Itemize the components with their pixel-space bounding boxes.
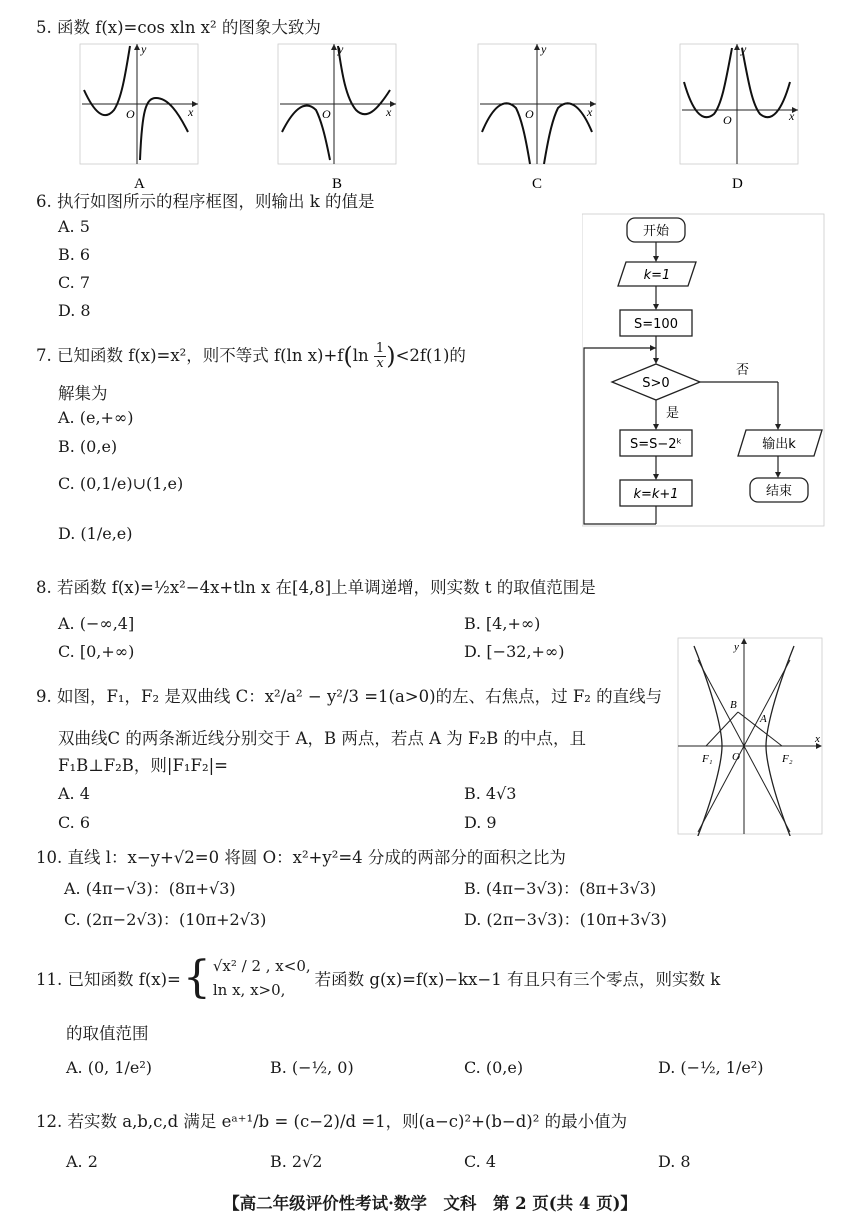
- q7-option-a: A. (e,+∞): [58, 408, 134, 427]
- flow-output: 输出k: [762, 437, 796, 452]
- flow-start: 开始: [642, 224, 670, 239]
- graph-b-label: B: [332, 176, 343, 190]
- graph-a-label: A: [134, 176, 145, 190]
- flow-condition: S>0: [642, 376, 670, 391]
- flow-init-k: k=1: [643, 268, 671, 283]
- q9-stem-2: 双曲线C 的两条渐近线分别交于 A，B 两点，若点 A 为 F₂B 的中点，且: [58, 729, 586, 748]
- q10-option-c: C. (2π−2√3)：(10π+2√3): [64, 910, 267, 929]
- q6-option-c: C. 7: [58, 273, 91, 292]
- q11-stem-cont: 的取值范围: [66, 1024, 149, 1043]
- q8-option-a: A. (−∞,4]: [58, 614, 135, 633]
- q8-option-c: C. [0,+∞): [58, 642, 135, 661]
- q8-option-d: D. [−32,+∞): [464, 642, 565, 661]
- svg-text:O: O: [732, 751, 740, 763]
- q6-flowchart: [582, 212, 826, 530]
- graph-c-label: C: [532, 176, 543, 190]
- q6-option-a: A. 5: [58, 217, 90, 236]
- page-footer: 【高二年级评价性考试·数学 文科 第 2 页(共 4 页)】: [223, 1194, 637, 1213]
- q9-stem-1: 9. 如图，F₁，F₂ 是双曲线 C：x²/a² − y²/3 =1(a>0)的左、右焦点，过 F₂ 的直线与: [36, 687, 663, 706]
- q9-stem-3: F₁B⊥F₂B，则|F₁F₂|=: [58, 756, 228, 775]
- q6-option-d: D. 8: [58, 301, 91, 320]
- q8-option-b: B. [4,+∞): [464, 614, 541, 633]
- q11-option-d: D. (−½, 1/e²): [658, 1058, 764, 1077]
- svg-text:x: x: [789, 109, 795, 123]
- svg-text:O: O: [126, 107, 135, 121]
- flow-yes: 是: [666, 406, 680, 421]
- flow-update-k: k=k+1: [633, 487, 679, 502]
- flow-end: 结束: [765, 484, 793, 499]
- svg-text:F₁: F₁: [702, 753, 713, 765]
- q12-option-c: C. 4: [464, 1152, 497, 1171]
- svg-text:O: O: [723, 113, 732, 127]
- svg-text:x: x: [815, 733, 820, 745]
- svg-text:F₂: F₂: [782, 753, 793, 765]
- svg-text:y: y: [338, 42, 344, 56]
- q7-option-b: B. (0,e): [58, 437, 118, 456]
- q12-option-a: A. 2: [66, 1152, 98, 1171]
- q10-option-b: B. (4π−3√3)：(8π+3√3): [464, 879, 657, 898]
- q12-stem: 12. 若实数 a,b,c,d 满足 eᵃ⁺¹/b = (c−2)/d =1，则(a−c)²+(b−d)² 的最小值为: [36, 1112, 628, 1131]
- q8-stem: 8. 若函数 f(x)=½x²−4x+tln x 在[4,8]上单调递增，则实数 t 的取值范围是: [36, 578, 596, 597]
- q10-option-d: D. (2π−3√3)：(10π+3√3): [464, 910, 667, 929]
- svg-text:y: y: [741, 42, 747, 56]
- graph-c: [478, 42, 596, 164]
- q11-stem: 11. 已知函数 f(x)= { √x² / 2 , x<0, ln x, x>0, 若函数 g(x)=f(x)−kx−1 有且只有三个零点，则实数 k: [36, 952, 721, 1003]
- q9-hyperbola-figure: [676, 636, 824, 836]
- q7-stem: 7. 已知函数 f(x)=x²，则不等式 f(ln x)+f(ln $\frac{1}{x}$ )<2f(1)的: [36, 341, 466, 371]
- q10-stem: 10. 直线 l：x−y+√2=0 将圆 O：x²+y²=4 分成的两部分的面积之比为: [36, 848, 566, 867]
- q9-option-c: C. 6: [58, 813, 91, 832]
- q11-option-b: B. (−½, 0): [270, 1058, 354, 1077]
- q5-graphs: [60, 40, 820, 190]
- flow-init-s: S=100: [634, 317, 678, 332]
- q7-option-d: D. (1/e,e): [58, 524, 133, 543]
- q9-option-a: A. 4: [58, 784, 90, 803]
- q10-option-a: A. (4π−√3)：(8π+√3): [64, 879, 236, 898]
- svg-text:O: O: [525, 107, 534, 121]
- q7-stem-cont: 解集为: [58, 384, 108, 403]
- svg-text:x: x: [188, 105, 194, 119]
- q9-option-b: B. 4√3: [464, 784, 517, 803]
- svg-text:x: x: [587, 105, 593, 119]
- svg-text:y: y: [541, 42, 547, 56]
- q12-option-b: B. 2√2: [270, 1152, 323, 1171]
- svg-text:x: x: [386, 105, 392, 119]
- q11-option-a: A. (0, 1/e²): [66, 1058, 153, 1077]
- svg-text:O: O: [322, 107, 331, 121]
- svg-text:A: A: [760, 713, 767, 725]
- q6-stem: 6. 执行如图所示的程序框图，则输出 k 的值是: [36, 192, 375, 211]
- graph-a: [80, 42, 198, 164]
- q7-option-c: C. (0,1/e)∪(1,e): [58, 474, 184, 493]
- q11-option-c: C. (0,e): [464, 1058, 524, 1077]
- q6-option-b: B. 6: [58, 245, 91, 264]
- graph-d: [680, 42, 798, 164]
- flow-no: 否: [736, 363, 750, 378]
- graph-d-label: D: [732, 176, 743, 190]
- svg-text:y: y: [141, 42, 147, 56]
- svg-text:B: B: [730, 699, 737, 711]
- graph-b: [278, 42, 396, 164]
- q5-stem: 5. 函数 f(x)=cos xln x² 的图象大致为: [36, 18, 321, 37]
- q9-option-d: D. 9: [464, 813, 497, 832]
- flow-update-s: S=S−2ᵏ: [629, 437, 683, 452]
- svg-text:y: y: [734, 641, 739, 653]
- q12-option-d: D. 8: [658, 1152, 691, 1171]
